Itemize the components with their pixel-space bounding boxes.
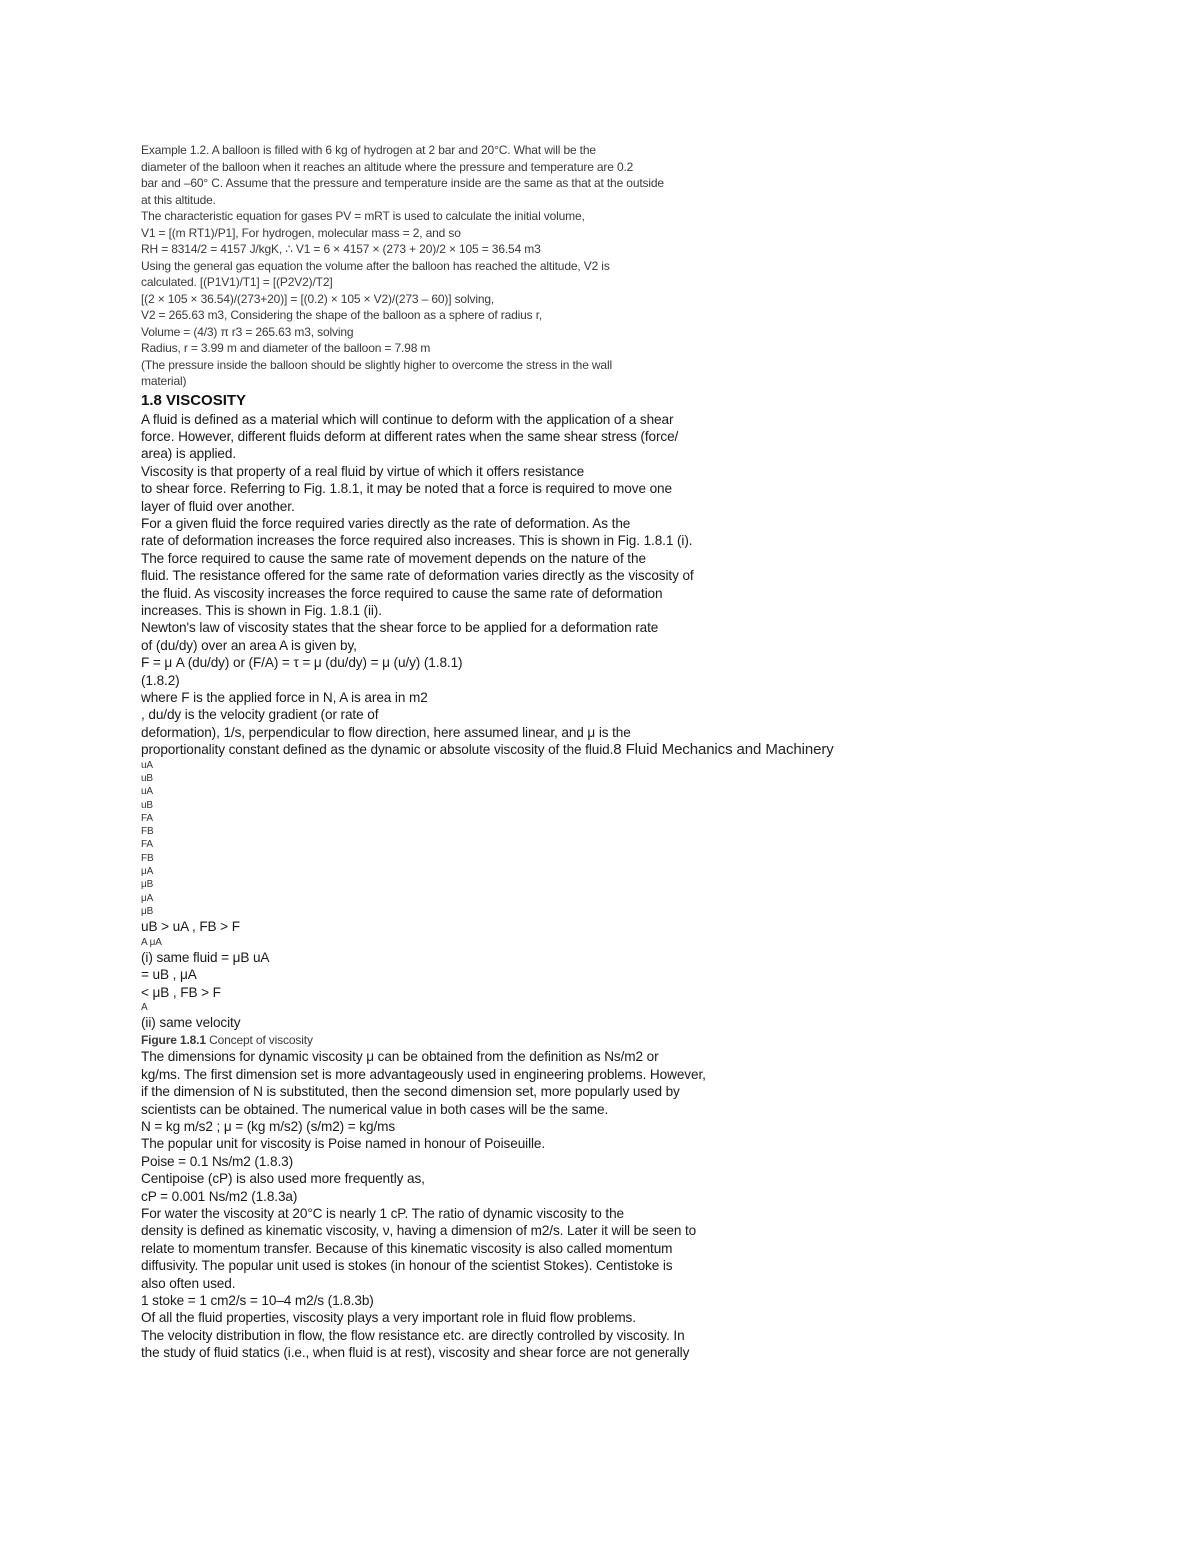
last-line-text: proportionality constant defined as the dynamic or absolute viscosity of the fluid. xyxy=(141,742,614,758)
body-line: layer of fluid over another. xyxy=(141,498,295,514)
example-line: calculated. [(P1V1)/T1] = [(P2V2)/T2] xyxy=(141,275,333,289)
body-line: increases. This is shown in Fig. 1.8.1 (ii). xyxy=(141,602,382,618)
example-line: at this altitude. xyxy=(141,192,216,207)
example-line: material) xyxy=(141,374,187,388)
body-line: if the dimension of N is substituted, then the second dimension set, more popularly used by xyxy=(141,1084,680,1100)
body-line: Viscosity is that property of a real fluid by virtue of which it offers resistance xyxy=(141,463,585,479)
section-heading: 1.8 VISCOSITY xyxy=(141,391,247,409)
body-line: The dimensions for dynamic viscosity μ can be obtained from the definition as Ns/m2 or xyxy=(141,1049,659,1065)
body-line: deformation), 1/s, perpendicular to flow direction, here assumed linear, and μ is the xyxy=(141,724,631,740)
equation-line: Poise = 0.1 Ns/m2 (1.8.3) xyxy=(141,1153,294,1169)
equation-line: cP = 0.001 Ns/m2 (1.8.3a) xyxy=(141,1188,298,1204)
example-block xyxy=(141,142,961,390)
figure-fragments xyxy=(141,759,961,1032)
figure-label: μB xyxy=(141,905,154,917)
example-line: diameter of the balloon when it reaches an altitude where the pressure and temperature are 0.2 xyxy=(141,159,634,174)
body-line: the study of fluid statics (i.e., when fluid is at rest), viscosity and shear force are not generally xyxy=(141,1345,690,1361)
body-line: Of all the fluid properties, viscosity plays a very important role in fluid flow problems. xyxy=(141,1310,636,1326)
figure-caption-text: Concept of viscosity xyxy=(205,1032,313,1047)
body-line: The velocity distribution in flow, the flow resistance etc. are directly controlled by viscosity. In xyxy=(141,1327,685,1343)
body-line: diffusivity. The popular unit used is stokes (in honour of the scientist Stokes). Centistoke is xyxy=(141,1258,673,1274)
body-line: rate of deformation increases the force required also increases. This is shown in Fig. 1.8.1 (i). xyxy=(141,533,693,549)
figure-label: A μA xyxy=(141,936,162,948)
figure-text: (ii) same velocity xyxy=(141,1015,241,1031)
example-line: Using the general gas equation the volume after the balloon has reached the altitude, V2 is xyxy=(141,258,610,273)
figure-text: uB > uA , FB > F xyxy=(141,919,240,935)
figure-label: uB xyxy=(141,799,153,811)
equation-number: (1.8.2) xyxy=(141,672,180,688)
figure-text: (i) same fluid = μB uA xyxy=(141,949,270,965)
page-header: 8 Fluid Mechanics and Machinery xyxy=(613,741,834,759)
body-line: A fluid is defined as a material which will continue to deform with the application of a shear xyxy=(141,411,674,427)
example-line: V2 = 265.63 m3, Considering the shape of the balloon as a sphere of radius r, xyxy=(141,308,543,322)
body-line: also often used. xyxy=(141,1275,236,1291)
body-line: the fluid. As viscosity increases the force required to cause the same rate of deformation xyxy=(141,585,663,601)
equation-line: 1 stoke = 1 cm2/s = 10–4 m2/s (1.8.3b) xyxy=(141,1293,374,1308)
figure-caption-label: Figure 1.8.1 xyxy=(141,1032,206,1047)
body-line: of (du/dy) over an area A is given by, xyxy=(141,637,357,653)
page-content xyxy=(141,142,961,1362)
figure-text: = uB , μA xyxy=(141,967,197,983)
figure-label: FB xyxy=(141,826,154,838)
body-line: For water the viscosity at 20°C is nearly 1 cP. The ratio of dynamic viscosity to the xyxy=(141,1205,624,1221)
body-line: where F is the applied force in N, A is area in m2 xyxy=(141,690,428,705)
body-line: kg/ms. The first dimension set is more advantageously used in engineering problems. However, xyxy=(141,1066,706,1082)
body-line: For a given fluid the force required varies directly as the rate of deformation. As the xyxy=(141,515,631,531)
example-line: Example 1.2. A balloon is filled with 6 kg of hydrogen at 2 bar and 20°C. What will be the xyxy=(141,143,596,157)
body-line: The force required to cause the same rate of movement depends on the nature of the xyxy=(141,550,646,566)
figure-label: uA xyxy=(141,786,153,798)
equation-line: N = kg m/s2 ; μ = (kg m/s2) (s/m2) = kg/ms xyxy=(141,1118,396,1134)
example-line: [(2 × 105 × 36.54)/(273+20)] = [(0.2) × 105 × V2)/(273 – 60)] solving, xyxy=(141,291,495,306)
body-line: fluid. The resistance offered for the same rate of deformation varies directly as the viscosity of xyxy=(141,568,694,584)
figure-label: μA xyxy=(141,892,154,904)
body-line: force. However, different fluids deform at different rates when the same shear stress (force/ xyxy=(141,428,679,444)
example-line: RH = 8314/2 = 4157 J/kgK, ∴ V1 = 6 × 4157 × (273 + 20)/2 × 105 = 36.54 m3 xyxy=(141,242,541,256)
viscosity-body xyxy=(141,1048,961,1361)
body-line: scientists can be obtained. The numerical value in both cases will be the same. xyxy=(141,1101,609,1117)
body-line: Newton's law of viscosity states that the shear force to be applied for a deformation rate xyxy=(141,620,659,636)
figure-label: A xyxy=(141,1002,148,1014)
body-line: density is defined as kinematic viscosity, ν, having a dimension of m2/s. Later it will be seen to xyxy=(141,1223,697,1239)
figure-label: μB xyxy=(141,879,154,891)
example-line: Radius, r = 3.99 m and diameter of the balloon = 7.98 m xyxy=(141,341,431,355)
equation-line: F = μ A (du/dy) or (F/A) = τ = μ (du/dy) = μ (u/y) (1.8.1) xyxy=(141,655,463,671)
example-line: Volume = (4/3) π r3 = 265.63 m3, solving xyxy=(141,324,354,339)
figure-label: FA xyxy=(141,812,153,824)
figure-label: uB xyxy=(141,772,153,784)
body-line: relate to momentum transfer. Because of this kinematic viscosity is also called momentum xyxy=(141,1240,673,1256)
example-line: V1 = [(m RT1)/P1], For hydrogen, molecular mass = 2, and so xyxy=(141,225,461,240)
example-line: bar and –60° C. Assume that the pressure and temperature inside are the same as that at the outside xyxy=(141,176,664,190)
example-line: The characteristic equation for gases PV = mRT is used to calculate the initial volume, xyxy=(141,209,585,223)
figure-caption xyxy=(141,1032,961,1049)
body-line-with-header xyxy=(141,741,961,758)
figure-label: FB xyxy=(141,852,154,864)
body-line: area) is applied. xyxy=(141,446,237,462)
example-line: (The pressure inside the balloon should be slightly higher to overcome the stress in the wall xyxy=(141,357,612,372)
figure-label: FA xyxy=(141,839,153,851)
body-line: to shear force. Referring to Fig. 1.8.1, it may be noted that a force is required to move one xyxy=(141,481,672,497)
viscosity-intro xyxy=(141,411,961,759)
figure-label: uA xyxy=(141,759,153,771)
figure-label: μA xyxy=(141,866,154,877)
body-line: The popular unit for viscosity is Poise named in honour of Poiseuille. xyxy=(141,1136,546,1152)
body-line: Centipoise (cP) is also used more frequently as, xyxy=(141,1171,425,1187)
figure-text: < μB , FB > F xyxy=(141,984,221,1000)
body-line: , du/dy is the velocity gradient (or rate of xyxy=(141,707,379,723)
